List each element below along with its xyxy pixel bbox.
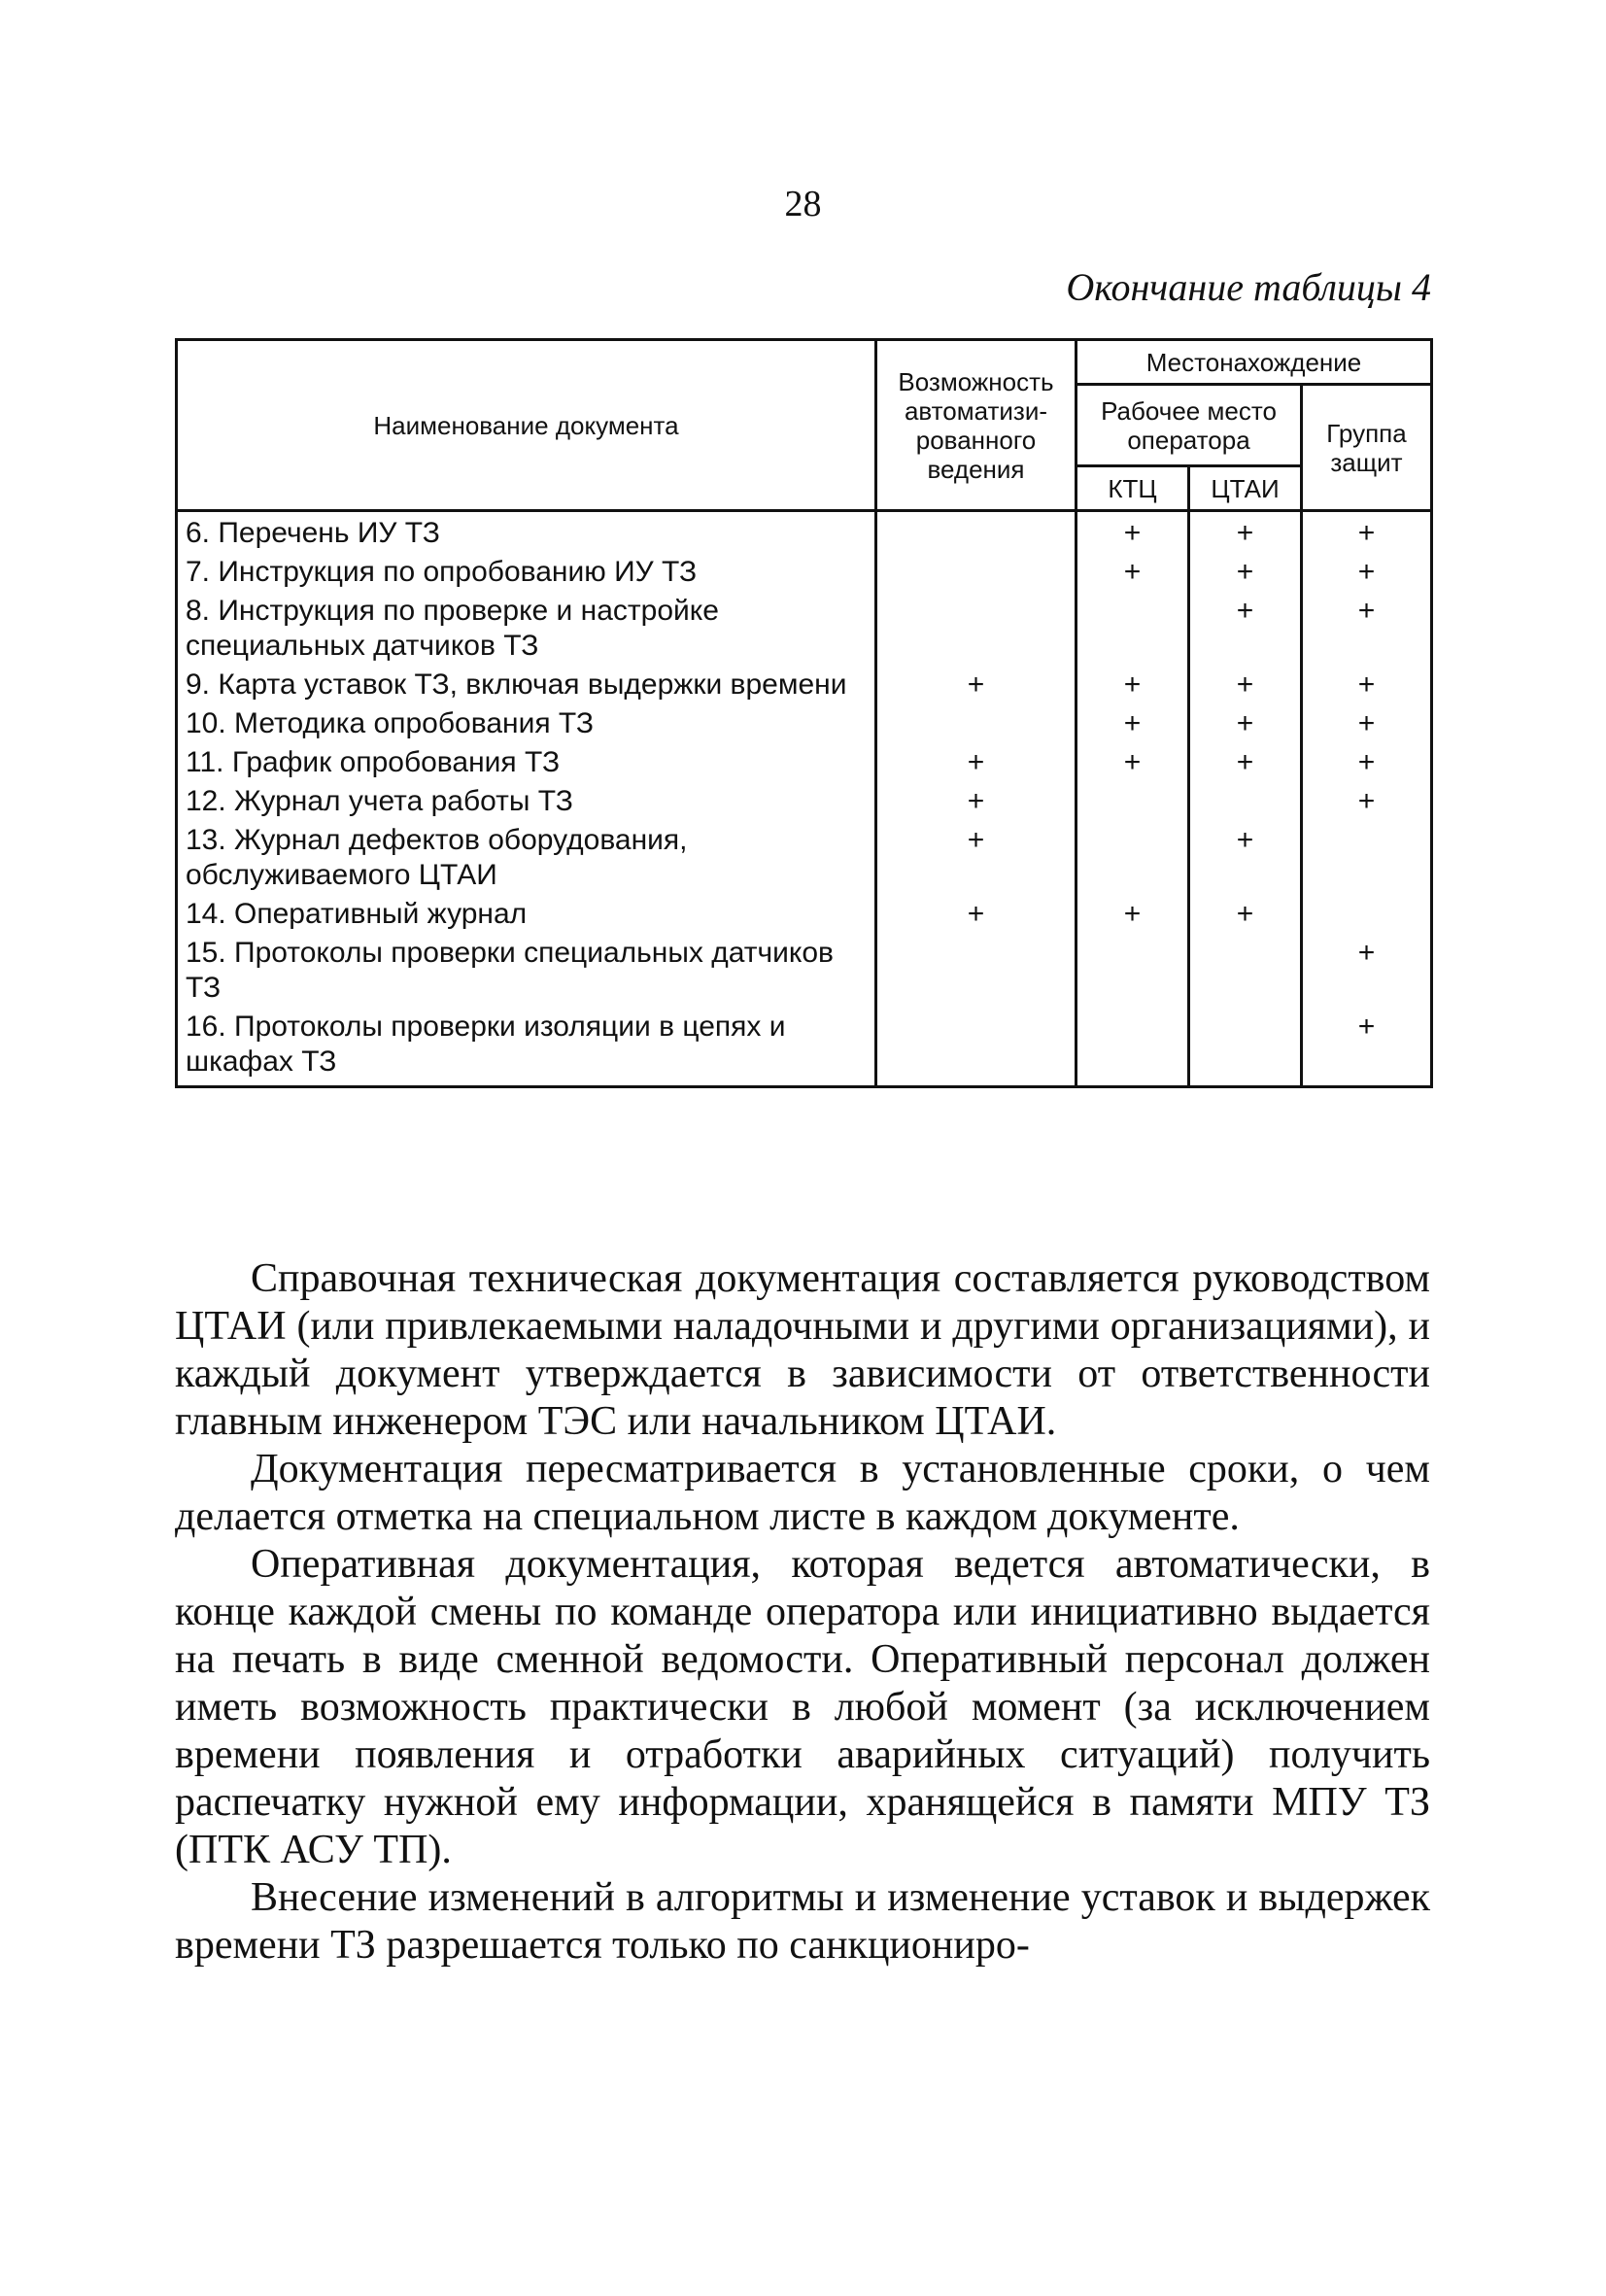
ktc-mark-cell xyxy=(1076,592,1189,666)
header-automated-keeping: Возможность автоматизи-рованного ведения xyxy=(876,340,1076,511)
document-name-cell: 9. Карта уставок ТЗ, включая выдержки времени xyxy=(177,666,876,704)
body-paragraph: Оперативная документация, которая ведется автоматически, в конце каждой смены по команде оператора или инициативно выдается на печать в виде сменной ведомости. Оперативный персонал должен иметь возможность практически в любой момент (за исключением времени появления и отработки аварийных ситуаций) получить распечатку нужной ему информации, хранящейся в памяти МПУ ТЗ (ПТК АСУ ТП). xyxy=(175,1542,1430,1872)
protection-group-mark-cell xyxy=(1302,821,1432,895)
protection-group-mark-cell: + xyxy=(1302,782,1432,821)
document-name-cell: 13. Журнал дефектов оборудования, обслуживаемого ЦТАИ xyxy=(177,821,876,895)
ktc-mark-cell: + xyxy=(1076,553,1189,592)
document-name-cell: 14. Оперативный журнал xyxy=(177,895,876,934)
page-number: 28 xyxy=(784,184,822,224)
table-row xyxy=(177,743,1432,782)
protection-group-mark-cell: + xyxy=(1302,666,1432,704)
automated-mark-cell xyxy=(876,553,1076,592)
protection-group-mark-cell: + xyxy=(1302,1008,1432,1087)
table-row xyxy=(177,592,1432,666)
ktc-mark-cell: + xyxy=(1076,511,1189,554)
ktc-mark-cell: + xyxy=(1076,743,1189,782)
table-body xyxy=(177,511,1432,1087)
header-ctai: ЦТАИ xyxy=(1189,466,1302,511)
protection-group-mark-cell: + xyxy=(1302,934,1432,1008)
ktc-mark-cell xyxy=(1076,934,1189,1008)
table-row xyxy=(177,704,1432,743)
protection-group-mark-cell: + xyxy=(1302,592,1432,666)
ctai-mark-cell xyxy=(1189,782,1302,821)
automated-mark-cell xyxy=(876,934,1076,1008)
ctai-mark-cell: + xyxy=(1189,821,1302,895)
ktc-mark-cell xyxy=(1076,821,1189,895)
automated-mark-cell: + xyxy=(876,782,1076,821)
document-name-cell: 10. Методика опробования ТЗ xyxy=(177,704,876,743)
table-row xyxy=(177,821,1432,895)
body-text xyxy=(175,1255,1430,1970)
protection-group-mark-cell: + xyxy=(1302,511,1432,554)
ctai-mark-cell: + xyxy=(1189,743,1302,782)
protection-group-mark-cell xyxy=(1302,895,1432,934)
ctai-mark-cell: + xyxy=(1189,704,1302,743)
ctai-mark-cell: + xyxy=(1189,895,1302,934)
protection-group-mark-cell: + xyxy=(1302,704,1432,743)
table-row xyxy=(177,666,1432,704)
automated-mark-cell xyxy=(876,1008,1076,1087)
ctai-mark-cell xyxy=(1189,1008,1302,1087)
header-document-name: Наименование документа xyxy=(177,340,876,511)
protection-group-mark-cell: + xyxy=(1302,743,1432,782)
ctai-mark-cell: + xyxy=(1189,553,1302,592)
automated-mark-cell: + xyxy=(876,666,1076,704)
ctai-mark-cell: + xyxy=(1189,592,1302,666)
ktc-mark-cell: + xyxy=(1076,895,1189,934)
automated-mark-cell: + xyxy=(876,895,1076,934)
automated-mark-cell xyxy=(876,592,1076,666)
header-location: Местонахождение xyxy=(1076,340,1432,385)
document-name-cell: 8. Инструкция по проверке и настройке специальных датчиков ТЗ xyxy=(177,592,876,666)
table-row xyxy=(177,511,1432,554)
header-ktc: КТЦ xyxy=(1076,466,1189,511)
header-operator-workplace: Рабочее место оператора xyxy=(1076,385,1302,466)
document-name-cell: 7. Инструкция по опробованию ИУ ТЗ xyxy=(177,553,876,592)
automated-mark-cell: + xyxy=(876,821,1076,895)
document-name-cell: 15. Протоколы проверки специальных датчиков ТЗ xyxy=(177,934,876,1008)
table-row xyxy=(177,1008,1432,1087)
header-protection-group: Группа защит xyxy=(1302,385,1432,511)
ctai-mark-cell: + xyxy=(1189,511,1302,554)
body-paragraph: Справочная техническая документация составляется руководством ЦТАИ (или привлекаемыми наладочными и другими организациями), и каждый документ утверждается в зависимости от ответственности главным инженером ТЭС или начальником ЦТАИ. xyxy=(175,1256,1430,1444)
protection-group-mark-cell: + xyxy=(1302,553,1432,592)
document-name-cell: 6. Перечень ИУ ТЗ xyxy=(177,511,876,554)
body-paragraph: Внесение изменений в алгоритмы и изменение уставок и выдержек времени ТЗ разрешается только по санкциониро- xyxy=(175,1875,1430,1968)
automated-mark-cell xyxy=(876,704,1076,743)
table-row xyxy=(177,934,1432,1008)
automated-mark-cell: + xyxy=(876,743,1076,782)
document-name-cell: 16. Протоколы проверки изоляции в цепях и шкафах ТЗ xyxy=(177,1008,876,1087)
table-row xyxy=(177,895,1432,934)
ktc-mark-cell: + xyxy=(1076,704,1189,743)
table-row xyxy=(177,782,1432,821)
ktc-mark-cell: + xyxy=(1076,666,1189,704)
documents-table xyxy=(175,338,1433,1088)
table-row xyxy=(177,553,1432,592)
table-caption: Окончание таблицы 4 xyxy=(1066,265,1431,309)
ctai-mark-cell: + xyxy=(1189,666,1302,704)
ktc-mark-cell xyxy=(1076,1008,1189,1087)
ktc-mark-cell xyxy=(1076,782,1189,821)
body-paragraph: Документация пересматривается в установленные сроки, о чем делается отметка на специальном листе в каждом документе. xyxy=(175,1447,1430,1539)
automated-mark-cell xyxy=(876,511,1076,554)
document-name-cell: 11. График опробования ТЗ xyxy=(177,743,876,782)
document-name-cell: 12. Журнал учета работы ТЗ xyxy=(177,782,876,821)
ctai-mark-cell xyxy=(1189,934,1302,1008)
